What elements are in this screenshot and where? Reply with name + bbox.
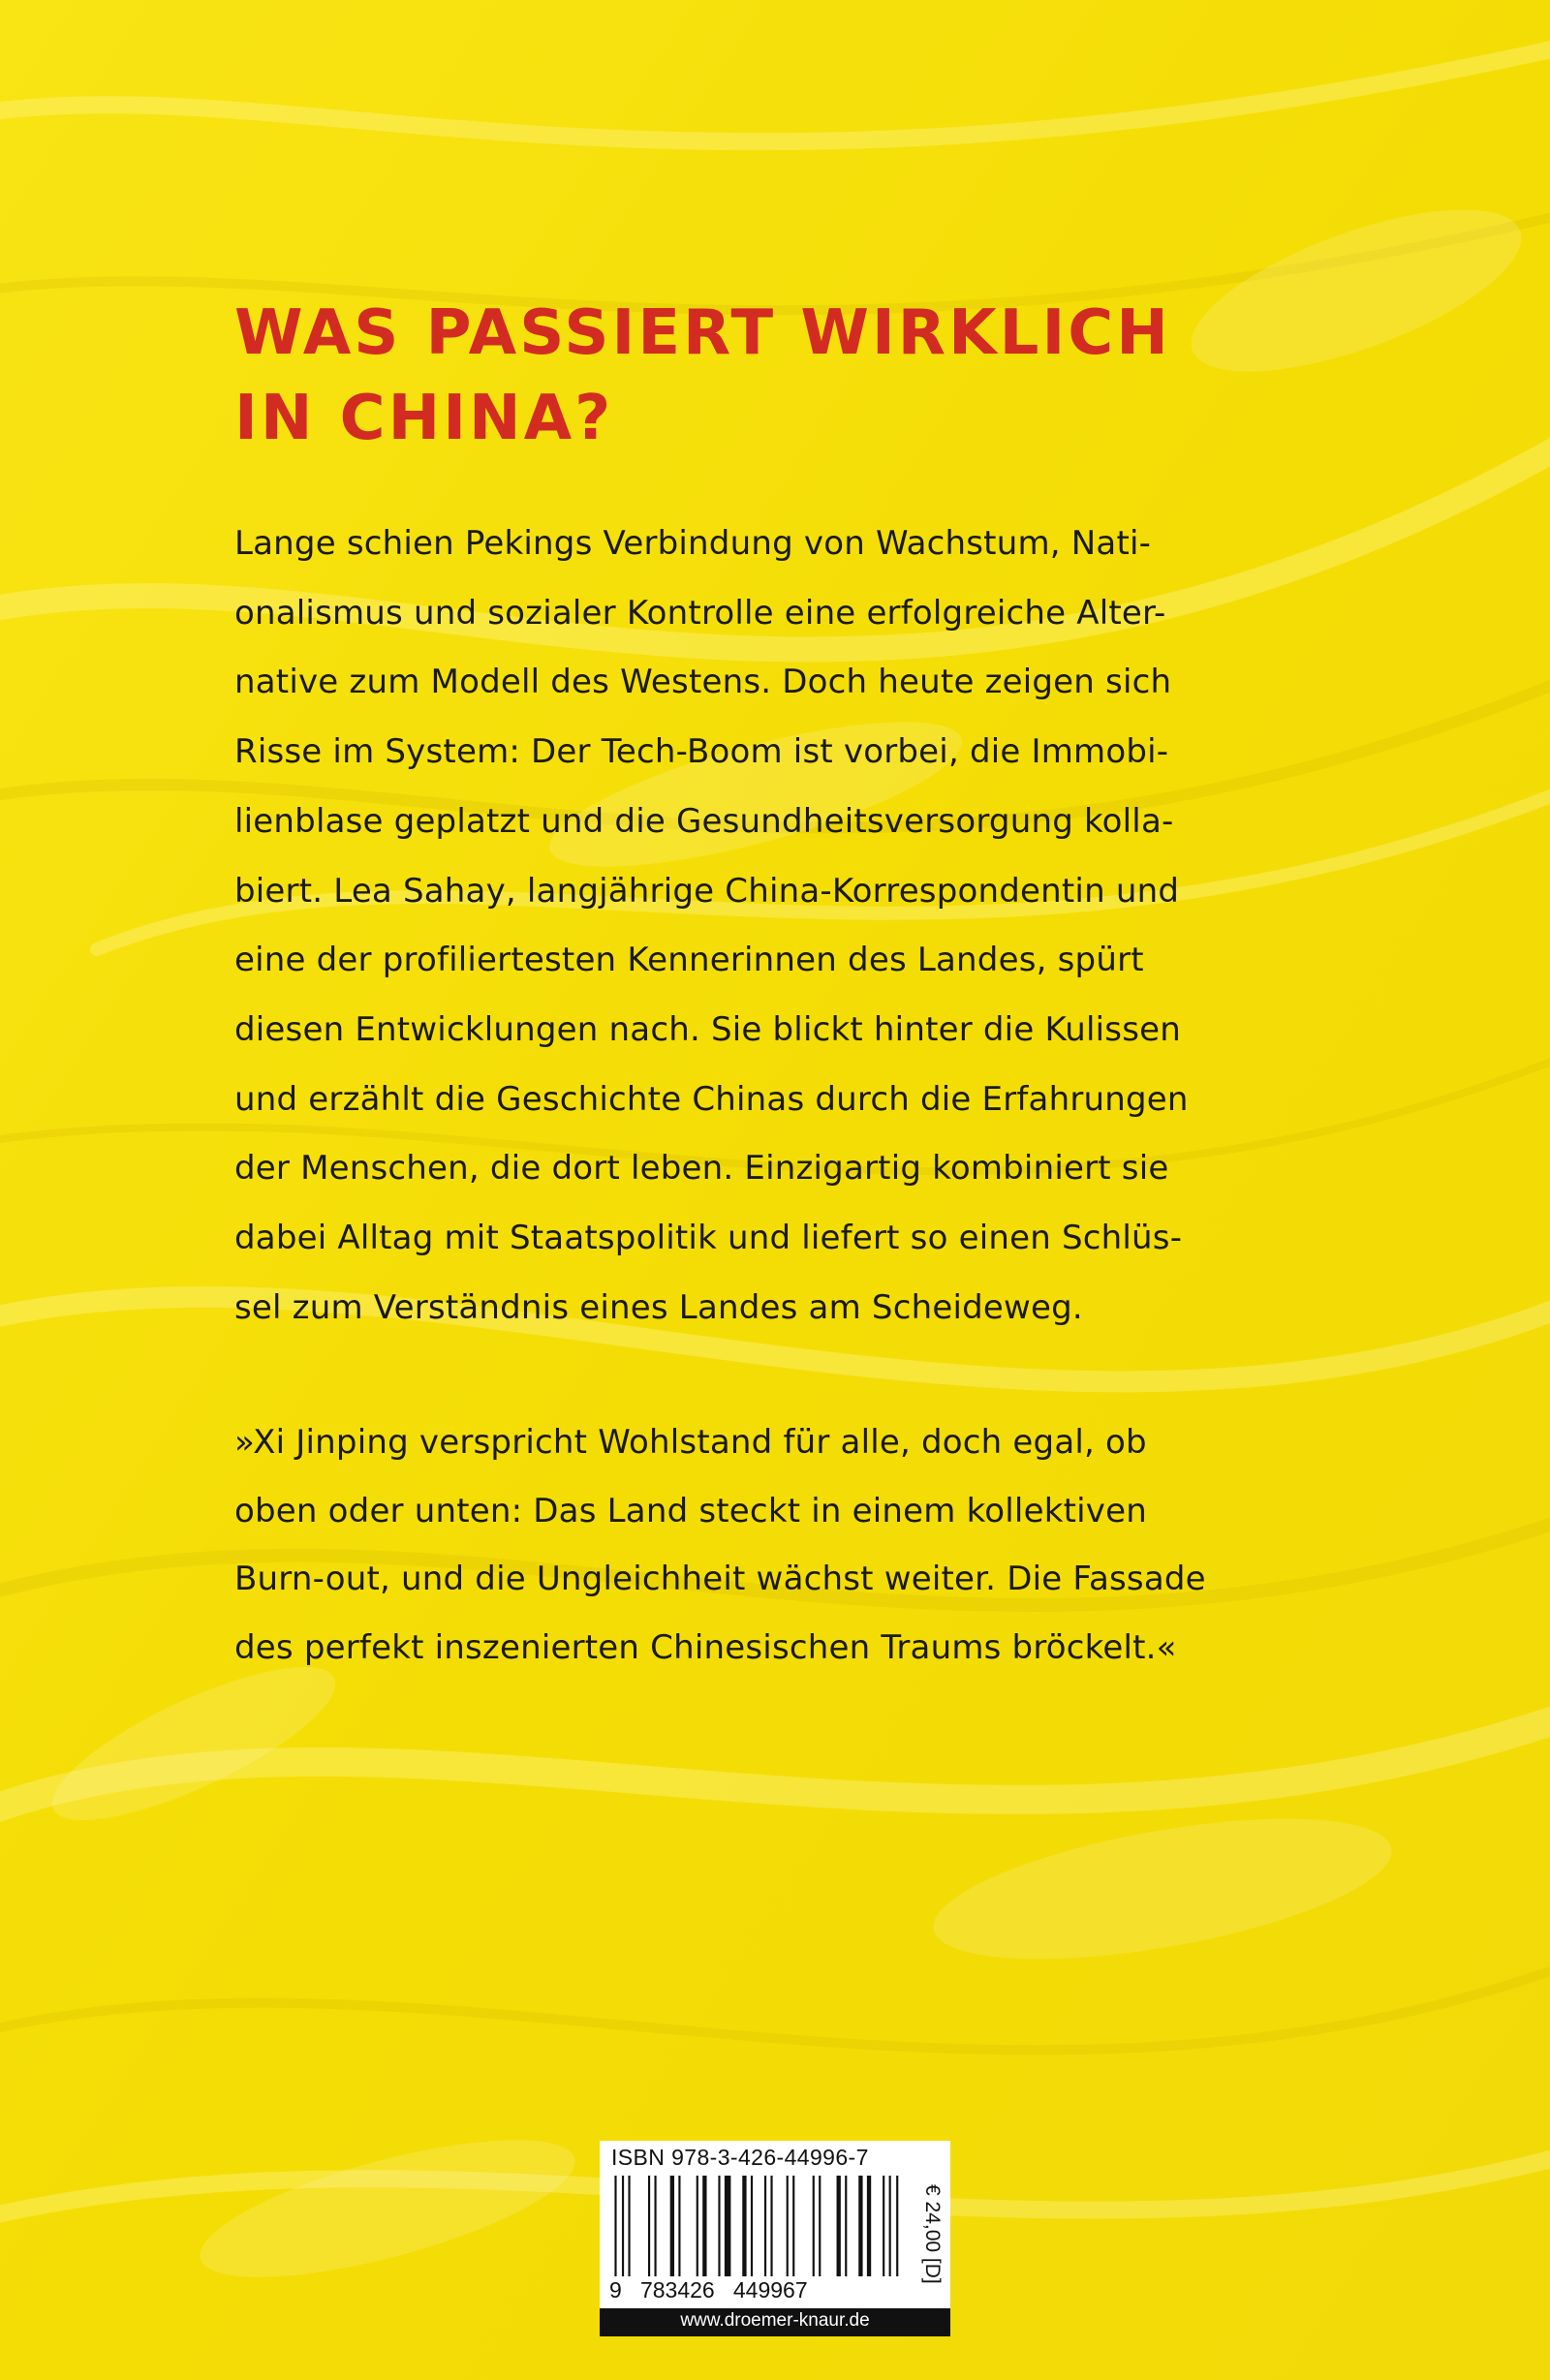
barcode-bar: [792, 2176, 794, 2276]
publisher-website-strip: [600, 2308, 950, 2336]
description-line: lienblase geplatzt und die Gesundheitsversorgung kolla-: [234, 801, 1174, 841]
barcode-bar: [697, 2176, 698, 2276]
barcode-bar: [670, 2176, 674, 2276]
barcode-bar: [858, 2176, 862, 2276]
barcode-digits: 9 783426 449967: [609, 2277, 808, 2303]
barcode-bar: [702, 2176, 706, 2276]
barcode-bar: [819, 2176, 821, 2276]
barcode-bar: [648, 2176, 650, 2276]
barcode-bar: [764, 2176, 766, 2276]
description-line: Risse im System: Der Tech-Boom ist vorbei, die Immobi-: [234, 732, 1169, 772]
headline-line-1: WAS PASSIERT WIRKLICH: [234, 297, 1171, 369]
description-line: der Menschen, die dort leben. Einzigartig kombiniert sie: [234, 1149, 1169, 1189]
description-line: dabei Alltag mit Staatspolitik und liefert so einen Schlüs-: [234, 1219, 1183, 1258]
headline: [234, 291, 1358, 461]
barcode-bar: [678, 2176, 680, 2276]
barcode-bar: [751, 2176, 753, 2276]
description-line: sel zum Verständnis eines Landes am Scheideweg.: [234, 1287, 1083, 1327]
barcode-bar: [867, 2176, 871, 2276]
quote-line: oben oder unten: Das Land steckt in einem kollektiven: [234, 1491, 1147, 1530]
description-line: eine der profiliertesten Kennerinnen des Landes, spürt: [234, 941, 1144, 980]
barcode-label: [600, 2141, 950, 2308]
barcode-bar: [725, 2176, 730, 2276]
barcode-bar: [845, 2176, 847, 2276]
barcode-bar: [787, 2176, 789, 2276]
isbn-number: ISBN 978-3-426-44996-7: [611, 2145, 869, 2170]
barcode-bar: [622, 2176, 624, 2286]
description-line: Lange schien Pekings Verbindung von Wachstum, Nati-: [234, 524, 1152, 563]
headline-line-2: IN CHINA?: [234, 383, 614, 454]
barcode-bar: [889, 2176, 891, 2286]
barcode-bar: [628, 2176, 630, 2276]
description-paragraph: [234, 510, 1358, 1343]
barcode-bar: [770, 2176, 772, 2276]
description-line: onalismus und sozialer Kontrolle eine erfolgreiche Alter-: [234, 593, 1166, 633]
description-line: biert. Lea Sahay, langjährige China-Korrespondentin und: [234, 871, 1180, 911]
quote-paragraph: [234, 1408, 1358, 1682]
quote-line: des perfekt inszenierten Chinesischen Traums bröckelt.«: [234, 1627, 1177, 1667]
barcode-bar: [837, 2176, 841, 2276]
publisher-website: www.droemer-knaur.de: [680, 2310, 870, 2331]
price: € 24,00 [D]: [921, 2183, 944, 2284]
barcode-icon: [609, 2176, 910, 2303]
quote-line: Burn-out, und die Ungleichheit wächst weiter. Die Fassade: [234, 1560, 1206, 1598]
barcode-bar: [614, 2176, 616, 2286]
barcode-bar: [896, 2176, 898, 2286]
description-line: native zum Modell des Westens. Doch heute zeigen sich: [234, 663, 1172, 702]
barcode-bar: [742, 2176, 746, 2276]
barcode-bar: [718, 2176, 720, 2276]
barcode-bar: [883, 2176, 884, 2276]
quote-line: »Xi Jinping verspricht Wohlstand für alle, doch egal, ob: [234, 1423, 1147, 1462]
barcode-bar: [813, 2176, 815, 2276]
barcode-bar: [654, 2176, 656, 2276]
description-line: diesen Entwicklungen nach. Sie blickt hinter die Kulissen: [234, 1009, 1181, 1049]
description-line: und erzählt die Geschichte Chinas durch die Erfahrungen: [234, 1079, 1189, 1119]
